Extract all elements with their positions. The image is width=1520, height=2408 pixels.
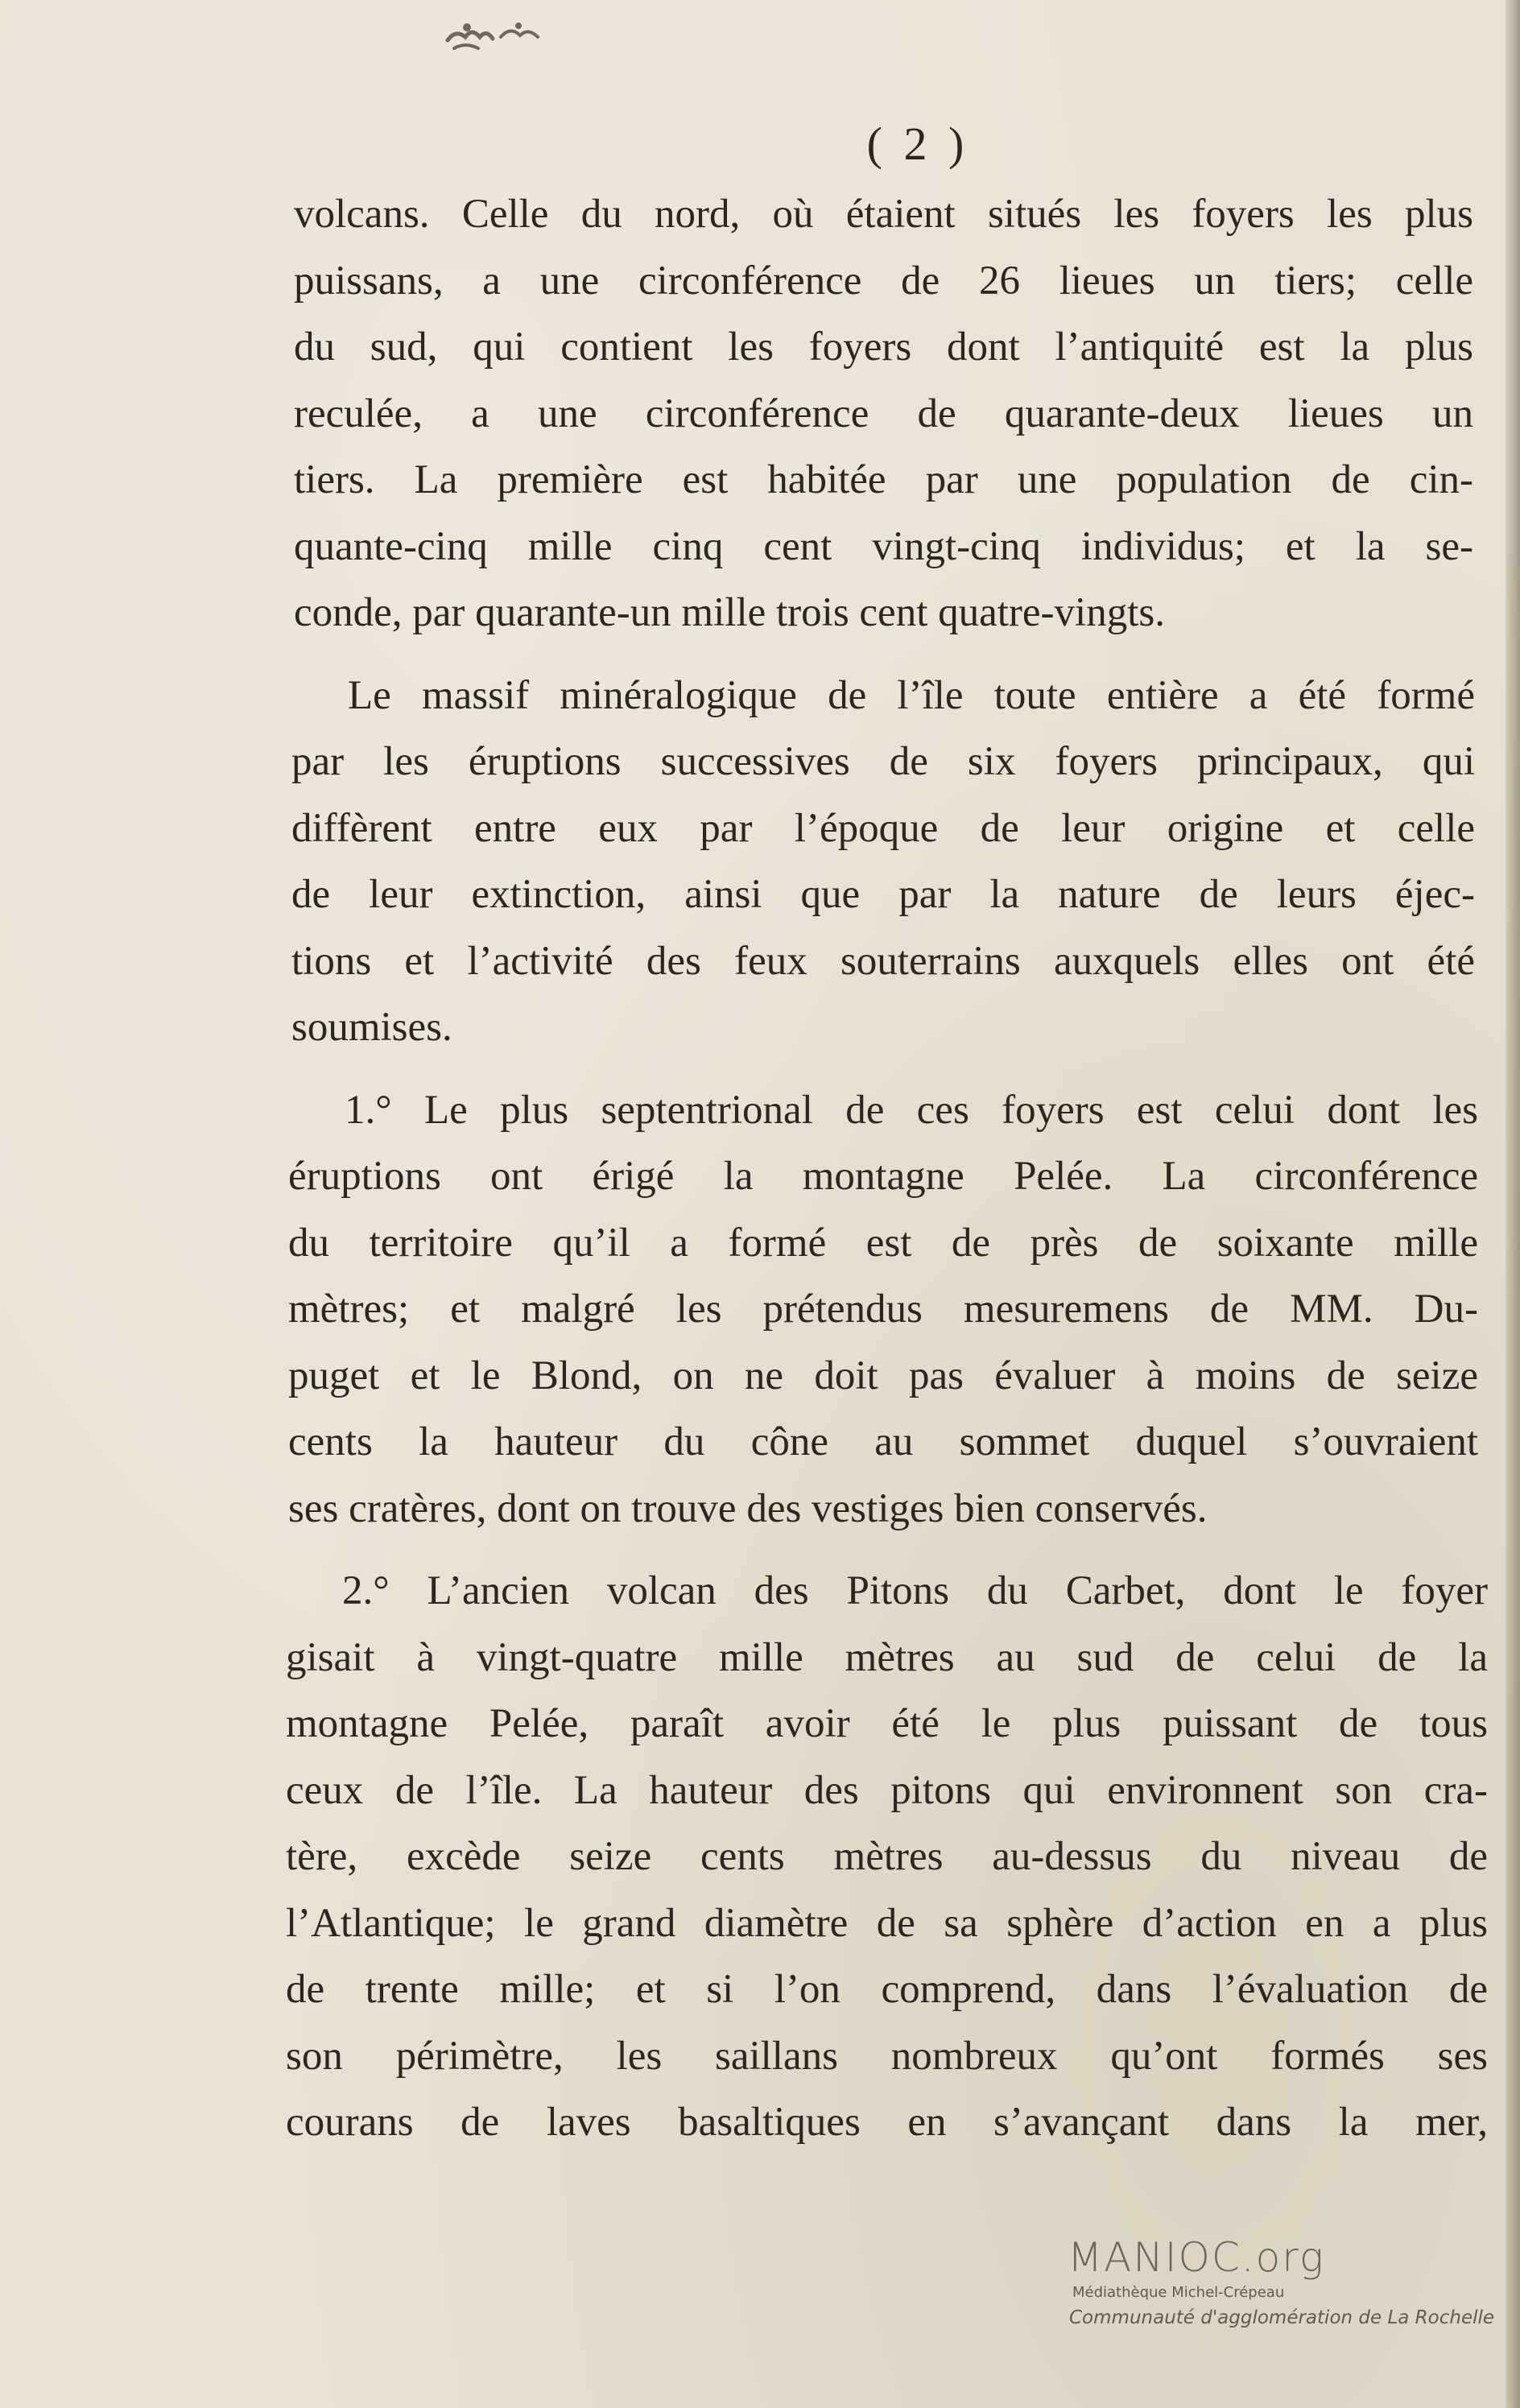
text-line: du territoire qu’il a formé est de près de soixante mille — [288, 1220, 1478, 1266]
text-line: cents la hauteur du cône au sommet duquel s’ouvraient — [288, 1419, 1478, 1464]
text-line: par les éruptions successives de six foyers principaux, qui — [291, 739, 1475, 784]
watermark-library-name: Médiathèque Michel-Crépeau — [1072, 2284, 1285, 2301]
text-line: tions et l’activité des feux souterrains auxquels elles ont été — [291, 938, 1475, 984]
text-line: ses cratères, dont on trouve des vestiges bien conservés. — [288, 1485, 1208, 1531]
text-line: tiers. La première est habitée par une population de cin- — [294, 457, 1473, 502]
text-line-content: 1.° Le plus septentrional de ces foyers est celui dont les — [345, 1087, 1478, 1133]
text-line: éruptions ont érigé la montagne Pelée. La circonférence — [288, 1154, 1478, 1199]
manioc-logo: MANIOC.org — [1068, 2234, 1325, 2281]
text-line-content: 2.° L’ancien volcan des Pitons du Carbet, dont le foyer — [342, 1568, 1488, 1613]
text-line: soumises. — [291, 1005, 452, 1050]
text-line — [288, 1077, 1478, 1144]
paragraph-1 — [294, 181, 1510, 646]
paragraph-2 — [291, 663, 1510, 1061]
text-line: montagne Pelée, paraît avoir été le plus puissant de tous — [286, 1701, 1488, 1746]
text-line: puissans, a une circonférence de 26 lieues un tiers; celle — [294, 258, 1473, 304]
text-line: du sud, qui contient les foyers dont l’antiquité est la plus — [294, 324, 1473, 370]
text-line — [286, 1558, 1488, 1625]
text-line: puget et le Blond, on ne doit pas évaluer à moins de seize — [288, 1353, 1478, 1398]
text-line: quante-cinq mille cinq cent vingt-cinq individus; et la se- — [294, 523, 1473, 569]
text-line: de trente mille; et si l’on comprend, dans l’évaluation de — [286, 1967, 1488, 2012]
text-line: l’Atlantique; le grand diamètre de sa sphère d’action en a plus — [286, 1900, 1488, 1946]
text-line: son périmètre, les saillans nombreux qu’ont formés ses — [286, 2033, 1488, 2079]
text-line: courans de laves basaltiques en s’avançant dans la mer, — [286, 2100, 1488, 2145]
text-line: ceux de l’île. La hauteur des pitons qui environnent son cra- — [286, 1767, 1488, 1813]
body-text — [286, 181, 1510, 2172]
text-line — [291, 663, 1475, 729]
paragraph-3 — [288, 1077, 1510, 1543]
text-line: gisait à vingt-quatre mille mètres au sud de celui de la — [286, 1634, 1488, 1680]
text-line: de leur extinction, ainsi que par la nature de leurs éjec- — [291, 872, 1475, 917]
watermark-community-name: Communauté d'agglomération de La Rochelle — [1069, 2307, 1495, 2328]
text-line: reculée, a une circonférence de quarante-deux lieues un — [294, 390, 1473, 436]
text-line: conde, par quarante-un mille trois cent quatre-vingts. — [294, 590, 1165, 635]
manioc-watermark — [1068, 2234, 1502, 2328]
printer-ornament-icon — [441, 16, 546, 55]
text-line: tère, excède seize cents mètres au-dessus du niveau de — [286, 1834, 1488, 1879]
text-line-content: Le massif minéralogique de l’île toute entière a été formé — [348, 672, 1475, 718]
paragraph-4 — [286, 1558, 1510, 2156]
page-number: ( 2 ) — [866, 118, 969, 170]
text-line: mètres; et malgré les prétendus mesuremens de MM. Du- — [288, 1287, 1478, 1332]
text-line: diffèrent entre eux par l’époque de leur origine et celle — [291, 805, 1475, 851]
text-line: volcans. Celle du nord, où étaient situés les foyers les plus — [294, 192, 1473, 237]
